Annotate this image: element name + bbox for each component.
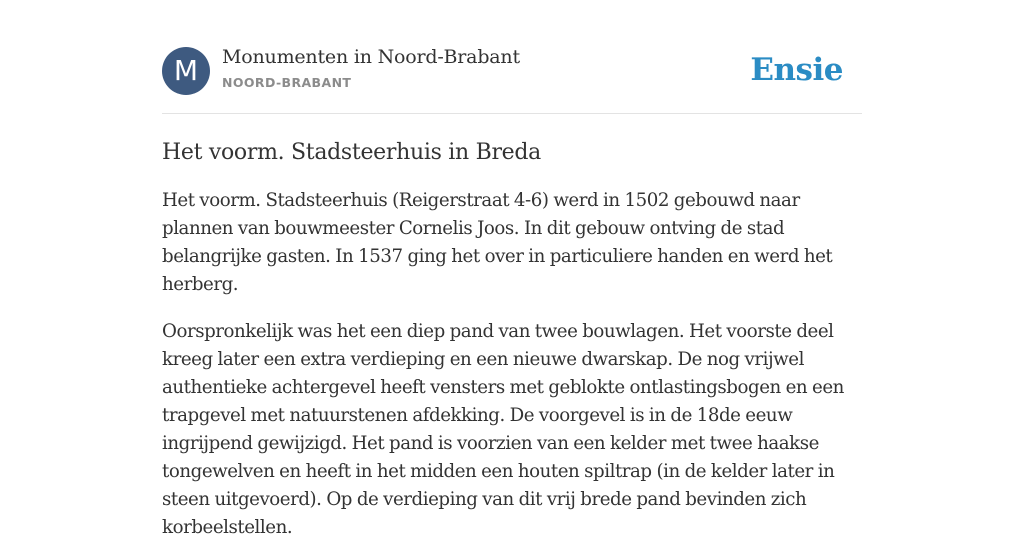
article-title: Het voorm. Stadsteerhuis in Breda: [162, 140, 541, 165]
source-subtitle: NOORD-BRABANT: [222, 75, 352, 90]
source-header: [162, 0, 862, 114]
page: [162, 0, 862, 542]
source-avatar[interactable]: M: [162, 47, 210, 95]
article-paragraph-1: Het voorm. Stadsteerhuis (Reigerstraat 4-6) werd in 1502 gebouwd naar plannen van bouwmeester Cornelis Joos. In dit gebouw ontving de stad belangrijke gasten. In 1537 ging het over in particuliere handen en werd het herberg.: [162, 190, 833, 295]
source-title-link[interactable]: Monumenten in Noord-Brabant: [222, 46, 520, 68]
ensie-logo[interactable]: Ensie: [750, 52, 843, 88]
article-paragraph-2: Oorspronkelijk was het een diep pand van twee bouwlagen. Het voorste deel kreeg later een extra verdieping en een nieuwe dwarskap. De nog vrijwel authentieke achtergevel heeft vensters met geblokte ontlastingsbogen en een trapgevel met natuurstenen afdekking. De voorgevel is in de 18de eeuw ingrijpend gewijzigd. Het pand is voorzien van een kelder met twee haakse tongewelven en heeft in het midden een houten spiltrap (in de kelder later in steen uitgevoerd). Op de verdieping van dit vrij brede pand bevinden zich korbeelstellen.: [162, 321, 844, 538]
